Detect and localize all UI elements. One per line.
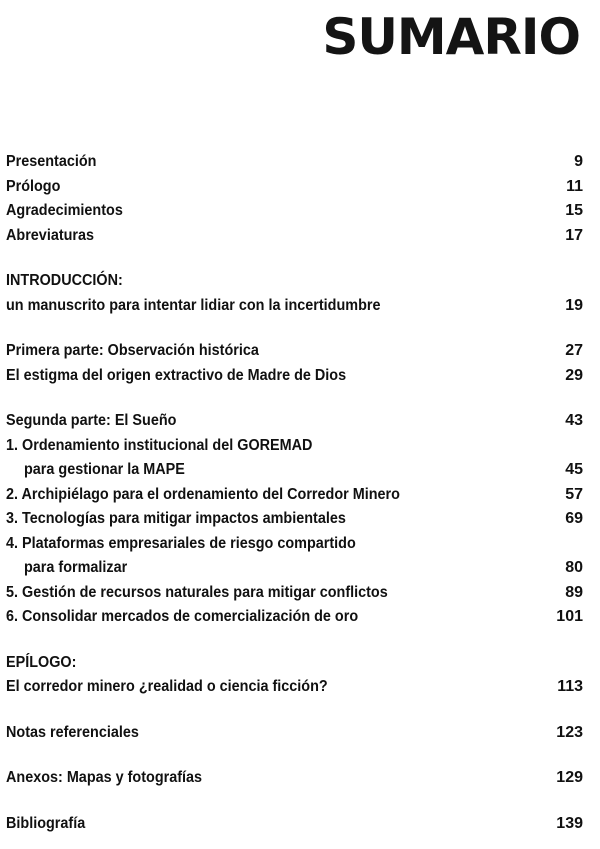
toc-entry [6,199,583,224]
toc-entry [6,294,583,319]
toc-entry [6,721,583,746]
toc-entry-page: 9 [574,153,583,170]
section-gap [6,630,583,651]
toc-entry [6,483,583,508]
toc-entry-label: EPÍLOGO: [6,653,77,671]
toc-entry [6,556,583,581]
toc-entry-label: INTRODUCCIÓN: [6,272,123,289]
toc-entry-label: Bibliografía [6,814,86,832]
toc-entry [6,175,583,200]
toc-entry-label: Abreviaturas [6,226,95,244]
toc-entry [6,458,583,483]
toc-entry [6,150,583,175]
toc-entry-page: 17 [565,226,583,244]
toc-entry [6,507,583,532]
toc-entry-label: Prólogo [6,177,61,195]
toc-entry-label: Agradecimientos [6,202,123,219]
toc-entry-page: 29 [565,366,583,384]
toc-entry-page: 27 [565,342,583,359]
toc-entry-label: un manuscrito para intentar lidiar con la incertidumbre [6,296,381,314]
toc-entry-label: Notas referenciales [6,723,139,741]
toc-entry-page: 129 [556,769,583,786]
section-gap [6,318,583,339]
toc-entry-label: Primera parte: Observación histórica [6,342,259,359]
page-title: SUMARIO [322,8,580,66]
toc-entry-label: 1. Ordenamiento institucional del GOREMAD [6,436,313,454]
toc-entry-label: Segunda parte: El Sueño [6,412,177,429]
toc-entry [6,434,583,459]
section-gap [6,248,583,269]
toc-entry [6,651,583,676]
toc-entry [6,409,583,434]
toc-entry [6,675,583,700]
toc-entry [6,581,583,606]
toc-entry-label: Presentación [6,153,97,170]
toc-entry [6,812,583,837]
toc-entry-page: 43 [565,412,583,429]
toc-entry [6,532,583,557]
toc-entry-page: 123 [556,723,583,741]
toc-entry-page: 113 [557,678,583,695]
toc-entry-label: 6. Consolidar mercados de comercialización de oro [6,608,359,625]
toc-entry-page: 45 [565,461,583,478]
toc-entry [6,766,583,791]
section-gap [6,700,583,721]
toc-entry [6,364,583,389]
toc-entry-page: 57 [565,485,583,503]
toc-entry [6,269,583,294]
toc-entry-page: 15 [565,202,583,219]
toc-entry-page: 19 [565,296,583,314]
toc-entry-label: 3. Tecnologías para mitigar impactos ambientales [6,510,346,527]
toc-entry-label: El corredor minero ¿realidad o ciencia ficción? [6,678,328,695]
toc-entry [6,224,583,249]
section-gap [6,388,583,409]
section-gap [6,745,583,766]
toc-entry [6,339,583,364]
toc-entry [6,605,583,630]
toc-entry-page: 101 [556,608,583,625]
toc-entry-page: 11 [566,177,583,195]
toc-entry-label: para gestionar la MAPE [24,461,185,478]
toc-entry-label: Anexos: Mapas y fotografías [6,769,203,786]
toc-entry-label: 5. Gestión de recursos naturales para mitigar conflictos [6,583,388,601]
toc-entry-page: 139 [556,814,583,832]
toc-entry-label: 4. Plataformas empresariales de riesgo compartido [6,534,356,552]
toc-entry-page: 89 [565,583,583,601]
toc-entry-label: para formalizar [24,559,128,576]
toc-entry-page: 80 [565,559,583,576]
toc-entry-page: 69 [565,510,583,527]
toc-entry-label: El estigma del origen extractivo de Madre de Dios [6,366,347,384]
table-of-contents [6,150,583,836]
toc-entry-label: 2. Archipiélago para el ordenamiento del Corredor Minero [6,485,400,503]
section-gap [6,791,583,812]
